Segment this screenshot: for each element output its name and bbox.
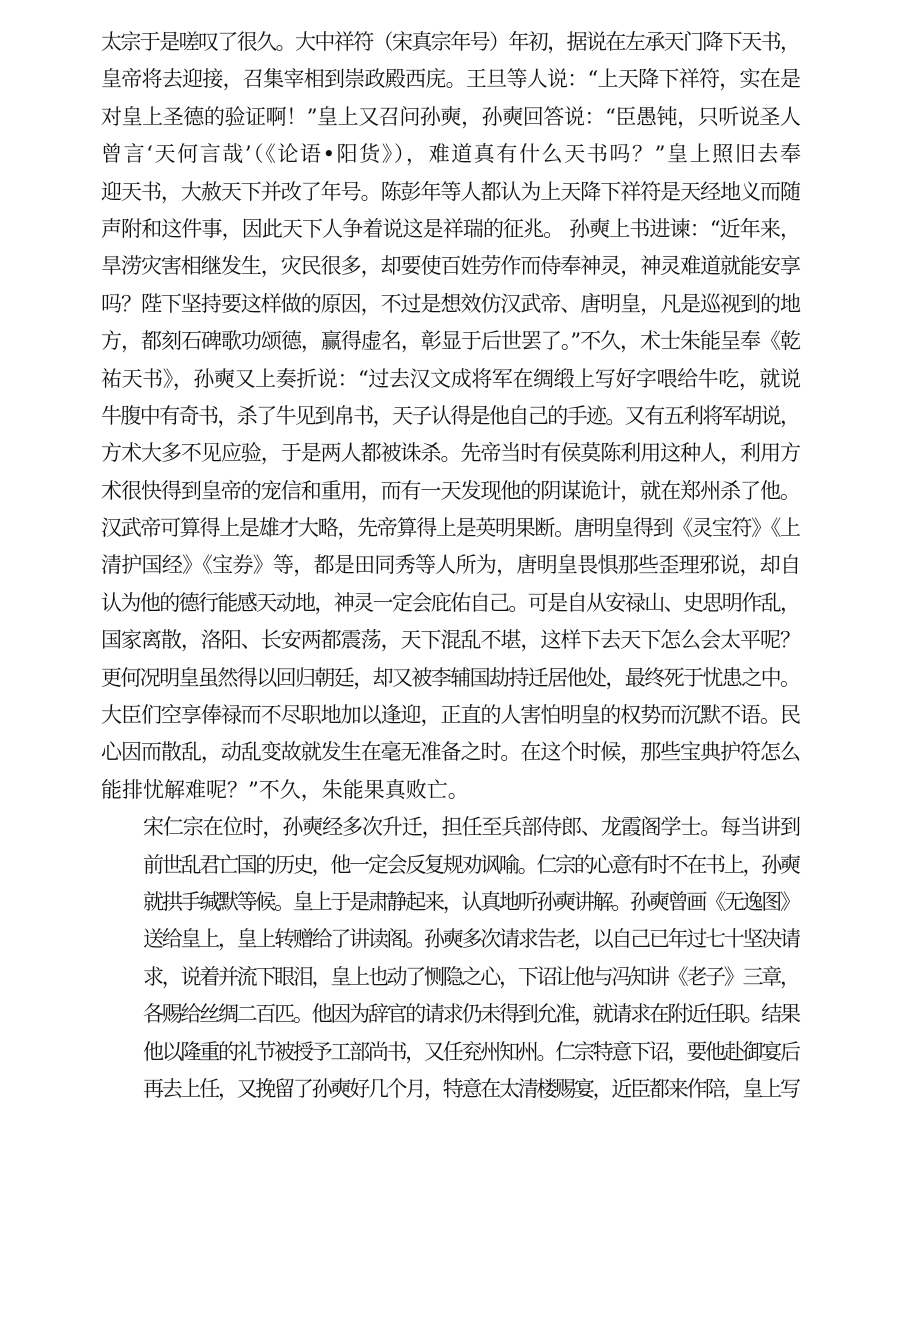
text-line: 皇帝将去迎接，召集宰相到崇政殿西庑。王旦等人说：“上天降下祥符，实在是 [101,67,801,92]
text-line: 能排忧解难呢？”不久，朱能果真败亡。 [101,777,469,802]
paragraph [101,809,801,1108]
text-line: 声附和这件事，因此天下人争着说这是祥瑞的征兆。 孙奭上书进谏：“近年来， [101,216,801,241]
text-line: 前世乱君亡国的历史，他一定会反复规劝讽喻。仁宗的心意有时不在书上，孙奭 [143,852,799,877]
text-line: 清护国经》《宝券》等，都是田同秀等人所为，唐明皇畏惧那些歪理邪说，却自 [101,553,801,578]
text-line: 大臣们空享俸禄而不尽职地加以逢迎，正直的人害怕明皇的权势而沉默不语。民 [101,703,800,728]
paragraph [101,24,801,809]
text-line: 牛腹中有奇书，杀了牛见到帛书，天子认得是他自己的手迹。又有五利将军胡说， [101,403,800,428]
text-line: 心因而散乱，动乱变故就发生在毫无准备之时。在这个时候，那些宝典护符怎么 [101,740,800,765]
text-line: 宋仁宗在位时，孙奭经多次升迁，担任至兵部侍郎、龙霞阁学士。每当讲到 [143,815,800,840]
text-line: 吗？陛下坚持要这样做的原因，不过是想效仿汉武帝、唐明皇，凡是巡视到的地 [101,291,800,316]
text-line: 汉武帝可算得上是雄才大略，先帝算得上是英明果断。唐明皇得到《灵宝符》《上 [101,516,800,541]
text-line: 术很快得到皇帝的宠信和重用，而有一天发现他的阴谋诡计，就在郑州杀了他。 [101,478,800,503]
text-line: 曾言‘天何言哉’（《论语•阳货》），难道真有什么天书吗？”皇上照旧去奉 [101,142,803,167]
text-line: 他以隆重的礼节被授予工部尚书，又任兖州知州。仁宗特意下诏，要他赴御宴后 [143,1039,799,1064]
text-line: 认为他的德行能感天动地，神灵一定会庇佑自己。可是自从安禄山、史思明作乱， [101,590,800,615]
text-line: 求，说着并流下眼泪，皇上也动了恻隐之心，下诏让他与冯知讲《老子》三章， [143,964,799,989]
article-body [101,24,801,1108]
text-line: 方术大多不见应验，于是两人都被诛杀。先帝当时有侯莫陈利用这种人，利用方 [101,441,800,466]
text-line: 太宗于是嗟叹了很久。大中祥符（宋真宗年号）年初，据说在左承天门降下天书， [101,30,800,54]
text-line: 各赐给丝绸二百匹。他因为辞官的请求仍未得到允准，就请求在附近任职。结果 [143,1002,799,1027]
text-line: 更何况明皇虽然得以回归朝廷，却又被李辅国劫持迁居他处，最终死于忧患之中。 [101,665,800,690]
text-line: 迎天书，大赦天下并改了年号。陈彭年等人都认为上天降下祥符是天经地义而随 [101,179,800,204]
text-line: 旱涝灾害相继发生，灾民很多，却要使百姓劳作而侍奉神灵，神灵难道就能安享 [101,254,800,279]
text-line: 再去上任，又挽留了孙奭好几个月，特意在太清楼赐宴，近臣都来作陪，皇上写 [143,1076,799,1101]
text-line: 就拱手缄默等候。皇上于是肃静起来，认真地听孙奭讲解。孙奭曾画《无逸图》 [143,889,799,914]
text-line: 对皇上圣德的验证啊！”皇上又召问孙奭，孙奭回答说：“臣愚钝，只听说圣人 [101,104,801,129]
text-line: 方，都刻石碑歌功颂德，赢得虚名，彰显于后世罢了。”不久，术士朱能呈奉《乾 [101,329,800,354]
text-line: 祐天书》，孙奭又上奏折说：“过去汉文成将军在绸缎上写好字喂给牛吃，就说 [101,366,801,391]
text-line: 国家离散，洛阳、长安两都震荡，天下混乱不堪，这样下去天下怎么会太平呢？ [101,628,800,653]
text-line: 送给皇上，皇上转赠给了讲读阁。孙奭多次请求告老，以自己已年过七十坚决请 [143,927,799,952]
